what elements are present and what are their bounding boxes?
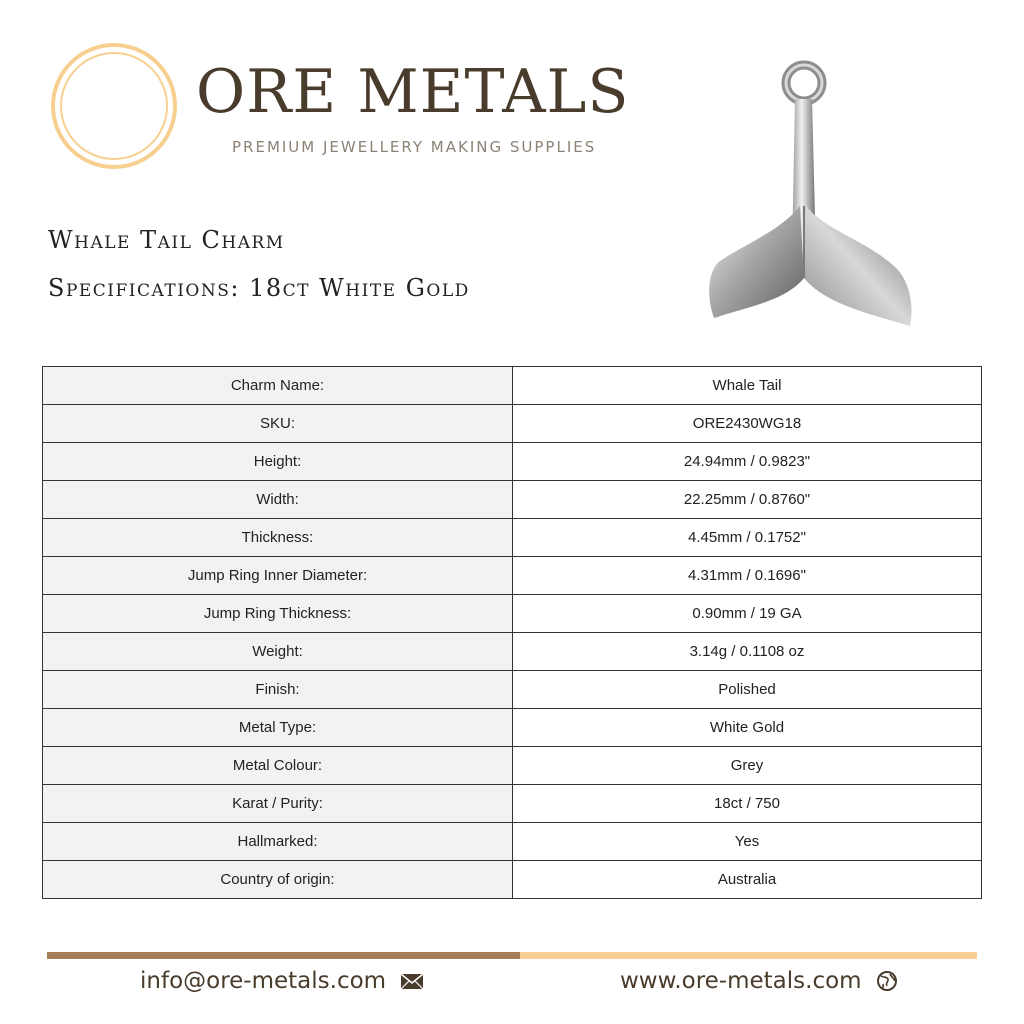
table-row [43,367,982,405]
spec-value: ORE2430WG18 [513,405,982,443]
spec-value: Whale Tail [513,367,982,405]
table-row [43,557,982,595]
spec-label: Jump Ring Thickness: [43,595,513,633]
spec-label: Metal Type: [43,709,513,747]
table-row [43,671,982,709]
table-row [43,823,982,861]
spec-label: Height: [43,443,513,481]
table-row [43,861,982,899]
footer-website[interactable] [620,966,898,996]
spec-label: Karat / Purity: [43,785,513,823]
table-row [43,747,982,785]
table-row [43,519,982,557]
table-row [43,595,982,633]
spec-label: Country of origin: [43,861,513,899]
specifications-table [42,366,982,899]
footer-email[interactable] [140,966,424,996]
spec-value: Yes [513,823,982,861]
spec-value: Australia [513,861,982,899]
globe-icon [876,970,898,992]
spec-value: Polished [513,671,982,709]
spec-value: 4.45mm / 0.1752" [513,519,982,557]
envelope-icon [400,973,424,990]
logo-ring [50,42,178,170]
table-row [43,405,982,443]
table-row [43,709,982,747]
spec-label: SKU: [43,405,513,443]
footer-bar-right [520,952,977,959]
spec-value: 4.31mm / 0.1696" [513,557,982,595]
spec-value: 18ct / 750 [513,785,982,823]
footer-bar-left [47,952,520,959]
product-subtitle: Specifications: 18ct White Gold [48,274,470,302]
spec-value: 24.94mm / 0.9823" [513,443,982,481]
spec-label: Width: [43,481,513,519]
spec-label: Metal Colour: [43,747,513,785]
email-text[interactable]: info@ore-metals.com [140,968,387,994]
spec-label: Thickness: [43,519,513,557]
spec-value: White Gold [513,709,982,747]
table-row [43,785,982,823]
product-title: Whale Tail Charm [48,226,285,254]
spec-label: Hallmarked: [43,823,513,861]
spec-label: Finish: [43,671,513,709]
table-row [43,481,982,519]
brand-name: ORE METALS [196,57,630,127]
brand-tagline: PREMIUM JEWELLERY MAKING SUPPLIES [232,138,597,156]
whale-tail-charm-image [700,56,925,336]
spec-value: 22.25mm / 0.8760" [513,481,982,519]
spec-label: Weight: [43,633,513,671]
table-row [43,443,982,481]
spec-value: Grey [513,747,982,785]
website-text[interactable]: www.ore-metals.com [620,968,862,994]
spec-value: 0.90mm / 19 GA [513,595,982,633]
spec-label: Charm Name: [43,367,513,405]
spec-value: 3.14g / 0.1108 oz [513,633,982,671]
spec-label: Jump Ring Inner Diameter: [43,557,513,595]
table-row [43,633,982,671]
